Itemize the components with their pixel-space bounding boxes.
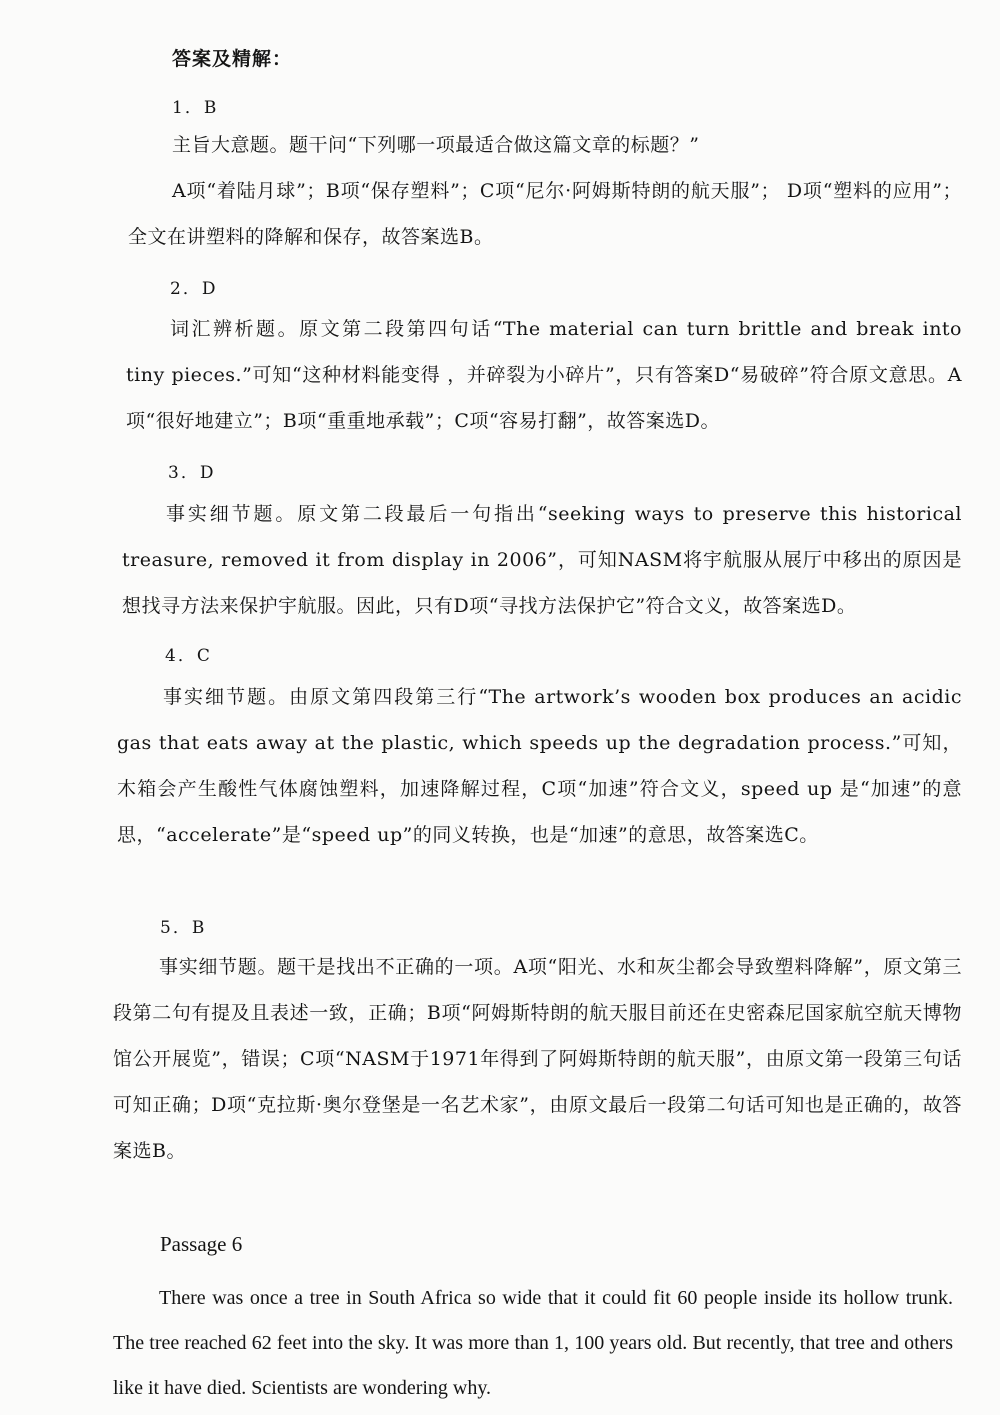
answer-5-number: 5．B — [160, 918, 207, 938]
passage-title: Passage 6 — [160, 1232, 243, 1256]
answer-4-number: 4．C — [165, 646, 212, 666]
answer-5-explanation: 事实细节题。题干是找出不正确的一项。A项“阳光、水和灰尘都会导致塑料降解”，原文第三段第二句有提及且表述一致，正确；B项“阿姆斯特朗的航天服目前还在史密森尼国家航空航天博物馆公开展览”，错误；C项“NASM于1971年得到了阿姆斯特朗的航天服”，由原文第一段第三句话可知正确；D项“克拉斯·奥尔登堡是一名艺术家”，由原文最后一段第二句话可知也是正确的，故答案选B。 — [113, 956, 962, 1162]
answer-3-explanation: 事实细节题。原文第二段最后一句指出“seeking ways to preserve this historical treasure, removed it from display in 2006”，可知NASM将宇航服从展厅中移出的原因是想找寻方法来保护宇航服。因此，只有D项“寻找方法保护它”符合文义，故答案选D。 — [122, 503, 962, 617]
answer-2-number: 2．D — [170, 279, 218, 299]
answer-4-explanation: 事实细节题。由原文第四段第三行“The artwork’s wooden box produces an acidic gas that eats away at the plastic, which speeds up the degradation process.”可知，木箱会产生酸性气体腐蚀塑料，加速降解过程，C项“加速”符合文义，speed up 是“加速”的意思，“accelerate”是“speed up”的同义转换，也是“加速”的意思，故答案选C。 — [117, 686, 962, 846]
answer-3-number: 3．D — [168, 463, 216, 483]
passage-text: There was once a tree in South Africa so wide that it could fit 60 people inside its hollow trunk. The tree reached 62 feet into the sky. It was more than 1, 100 years old. But recently, that tree and others like it have died. Scientists are wondering why. — [113, 1287, 953, 1399]
answer-1-explanation-line: 主旨大意题。题干问“下列哪一项最适合做这篇文章的标题？” — [172, 134, 700, 156]
answer-1-explanation: A项“着陆月球”；B项“保存塑料”；C项“尼尔·阿姆斯特朗的航天服”； D项“塑料的应用”；全文在讲塑料的降解和保存，故答案选B。 — [128, 180, 962, 248]
answer-1-number: 1．B — [172, 98, 219, 118]
answers-heading: 答案及精解： — [172, 48, 293, 70]
answer-2-explanation: 词汇辨析题。原文第二段第四句话“The material can turn brittle and break into tiny pieces.”可知“这种材料能变得 ，并碎裂为小碎片”，只有答案D“易破碎”符合原文意思。A项“很好地建立”；B项“重重地承载”；C项“容易打翻”，故答案选D。 — [126, 318, 962, 432]
